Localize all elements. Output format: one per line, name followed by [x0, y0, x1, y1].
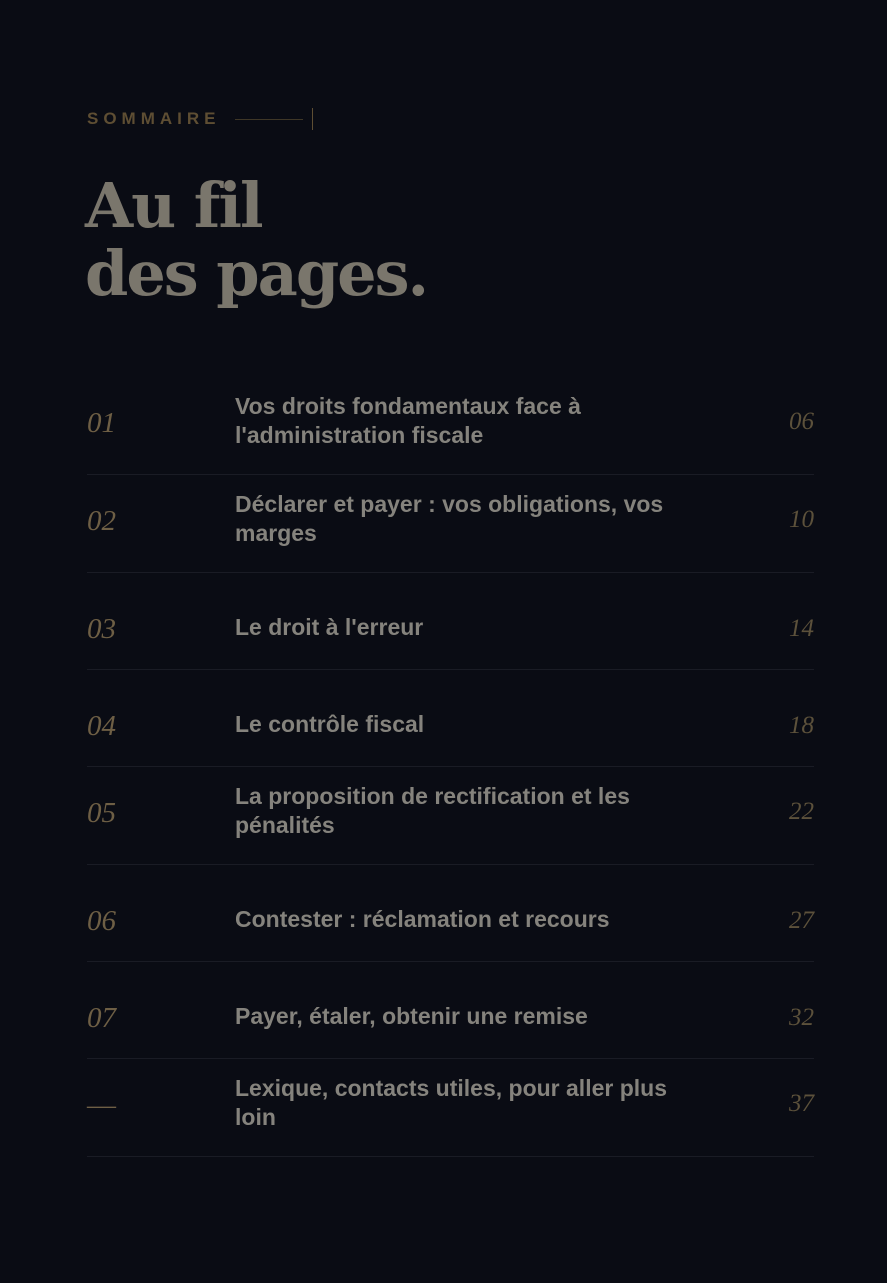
toc-item-page: 22	[789, 798, 814, 825]
toc-item-page: 32	[789, 1004, 814, 1031]
toc-item-page: 06	[789, 408, 814, 435]
toc-item-page: 18	[789, 712, 814, 739]
toc-item-page: 14	[789, 615, 814, 642]
eyebrow-rule	[235, 119, 303, 120]
toc-item[interactable]	[87, 767, 814, 865]
toc-item-number: 04	[87, 710, 116, 742]
page-title-line-1: Au fil	[85, 169, 262, 242]
page-title-line-2: des pages.	[85, 237, 428, 310]
toc-item-page: 10	[789, 506, 814, 533]
toc-item-number: 06	[87, 905, 116, 937]
toc-item[interactable]	[87, 475, 814, 573]
toc-item-page: 27	[789, 907, 814, 934]
toc-item-title: La proposition de rectification et les pénalités	[235, 783, 630, 838]
toc-item-number: 05	[87, 797, 116, 829]
toc-item[interactable]	[87, 1059, 814, 1157]
toc-list	[87, 377, 814, 1157]
toc-item[interactable]	[87, 670, 814, 767]
toc-item-number: 01	[87, 407, 116, 439]
toc-item-page: 37	[789, 1090, 814, 1117]
toc-item-title: Payer, étaler, obtenir une remise	[235, 1003, 588, 1029]
toc-item[interactable]	[87, 377, 814, 475]
toc-item-title: Déclarer et payer : vos obligations, vos marges	[235, 491, 664, 546]
toc-item[interactable]	[87, 962, 814, 1059]
page-title	[85, 169, 428, 310]
toc-item-number: —	[87, 1089, 116, 1121]
toc-item-number: 03	[87, 613, 116, 645]
toc-item[interactable]	[87, 573, 814, 670]
toc-item-number: 07	[87, 1002, 116, 1034]
toc-item-title: Contester : réclamation et recours	[235, 906, 610, 932]
section-eyebrow	[87, 108, 313, 130]
toc-item-title: Vos droits fondamentaux face à l'administration fiscale	[235, 393, 581, 448]
toc-item-number: 02	[87, 505, 116, 537]
toc-item-title: Lexique, contacts utiles, pour aller plus loin	[235, 1075, 667, 1130]
toc-item-title: Le droit à l'erreur	[235, 614, 424, 640]
toc-item[interactable]	[87, 865, 814, 962]
eyebrow-label: SOMMAIRE	[87, 109, 221, 128]
toc-item-title: Le contrôle fiscal	[235, 711, 425, 737]
eyebrow-tick	[312, 108, 313, 130]
